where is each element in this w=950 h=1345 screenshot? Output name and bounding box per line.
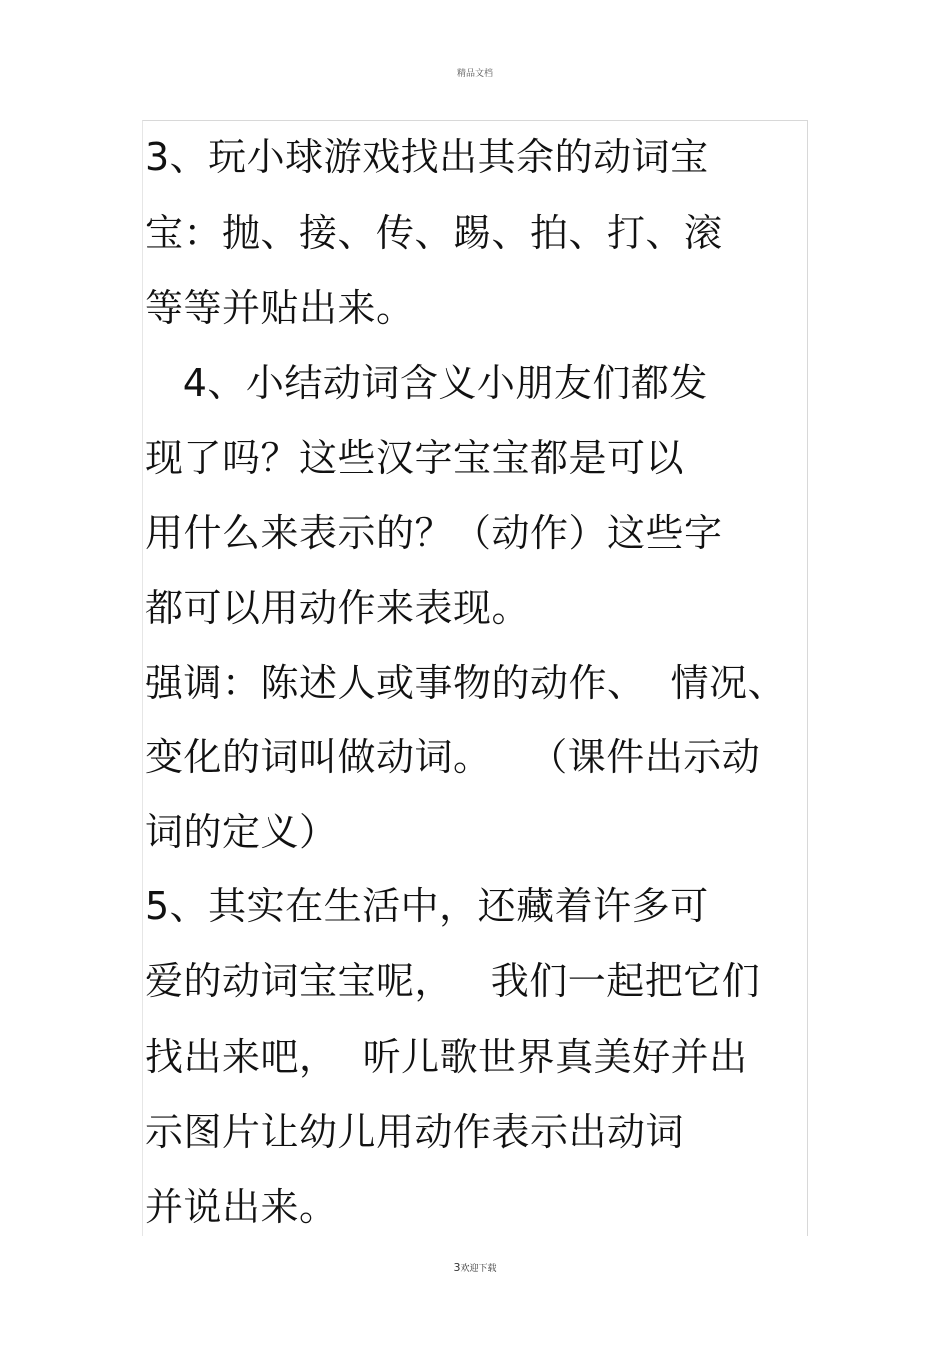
text-line: 5、其实在生活中，还藏着许多可 bbox=[145, 884, 709, 928]
text-line: 现了吗？这些汉字宝宝都是可以 bbox=[145, 436, 685, 480]
text-line: 强调：陈述人或事物的动作、 情况、 bbox=[145, 661, 787, 705]
page-header: 精品文档 bbox=[456, 69, 493, 79]
text-line: 等等并贴出来。 bbox=[145, 286, 415, 330]
text-line: 3、玩小球游戏找出其余的动词宝 bbox=[145, 135, 709, 179]
page-number: 3 bbox=[453, 1261, 461, 1274]
text-line: 用什么来表示的？（动作）这些字 bbox=[145, 511, 723, 555]
text-line: 示图片让幼儿用动作表示出动词 bbox=[145, 1110, 685, 1154]
text-line: 变化的词叫做动词。 （课件出示动 bbox=[145, 735, 761, 779]
footer-text: 欢迎下载 bbox=[460, 1264, 497, 1274]
text-line: 爱的动词宝宝呢， 我们一起把它们 bbox=[145, 959, 761, 1003]
page-footer bbox=[0, 1261, 950, 1274]
text-line: 宝：抛、接、传、踢、拍、打、滚 bbox=[145, 211, 723, 255]
text-line: 并说出来。 bbox=[145, 1185, 338, 1229]
text-line: 找出来吧， 听儿歌世界真美好并出 bbox=[145, 1035, 748, 1079]
text-line: 词的定义） bbox=[145, 810, 338, 854]
text-line: 都可以用动作来表现。 bbox=[145, 586, 531, 630]
text-line: 4、小结动词含义小朋友们都发 bbox=[145, 361, 708, 405]
